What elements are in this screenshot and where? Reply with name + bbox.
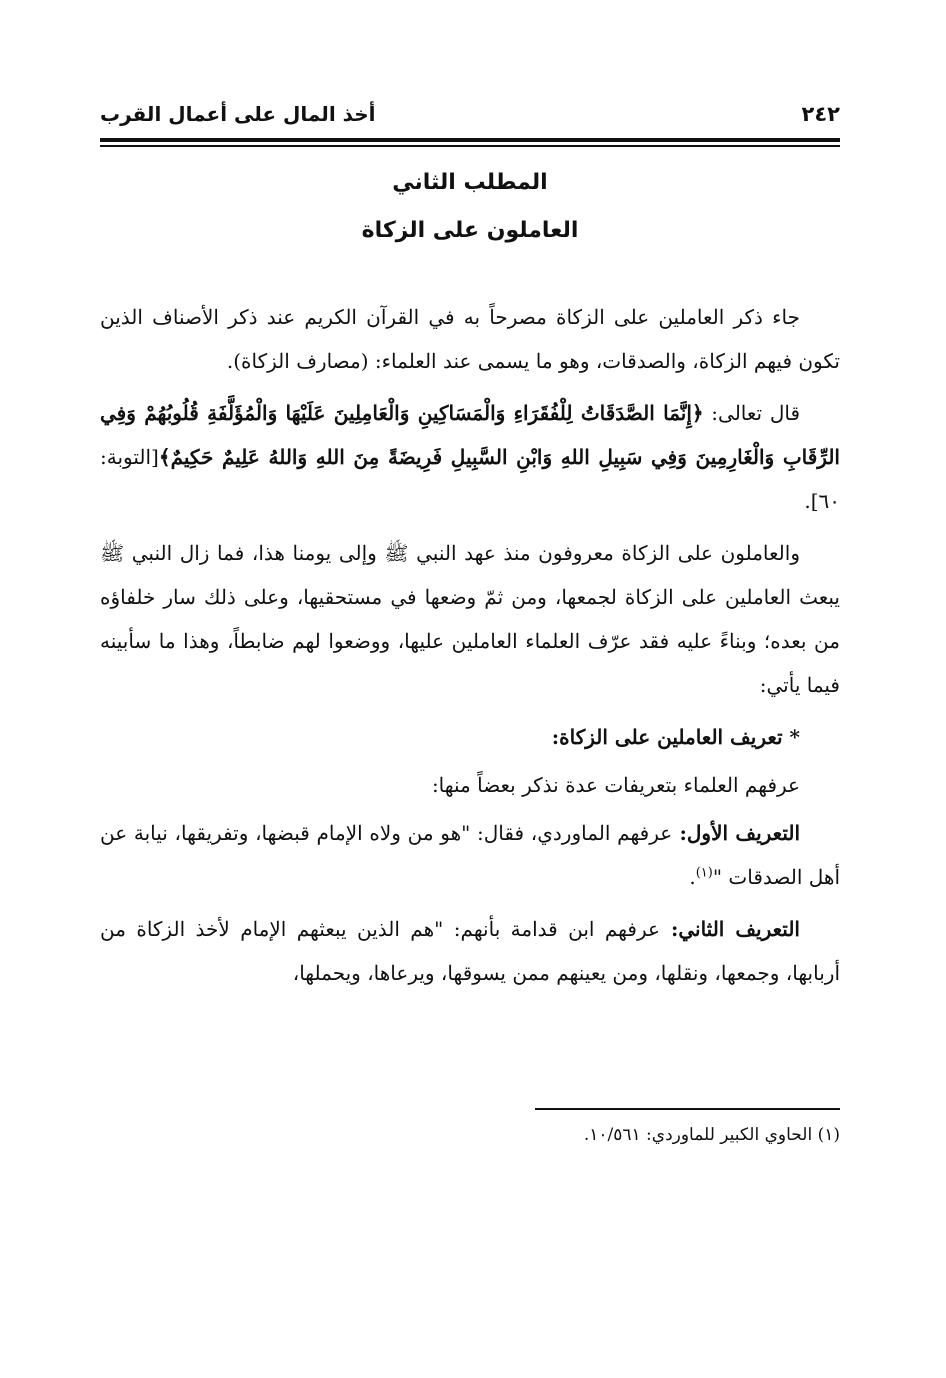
paragraph-definitions-intro: عرفهم العلماء بتعريفات عدة نذكر بعضاً منها:: [431, 773, 800, 797]
paragraph-verse: [100, 391, 840, 523]
paragraph-intro: جاء ذكر العاملين على الزكاة مصرحاً به في القرآن الكريم عند ذكر الأصناف الذين تكون فيهم الزكاة، والصدقات، وهو ما يسمى عند العلماء: (مصارف الزكاة).: [100, 305, 840, 373]
running-title: أخذ المال على أعمال القرب: [100, 102, 376, 126]
second-definition-label: التعريف الثاني:: [659, 917, 800, 941]
first-definition-end: .: [689, 865, 696, 889]
footnote: (١) الحاوي الكبير للماوردي: ١٠/٥٦١.: [583, 1125, 840, 1145]
footnote-marker[interactable]: (١): [695, 865, 713, 881]
paragraph-first-definition: [100, 811, 840, 899]
body-text: [100, 295, 840, 1003]
verse-open-bracket: ﴿: [691, 401, 704, 425]
verse-intro: قال تعالى:: [703, 401, 800, 425]
header-rule-thick: [100, 138, 840, 142]
definition-heading-text: تعريف العاملين على الزكاة:: [551, 725, 783, 749]
page-header: [100, 100, 840, 136]
first-definition-label: التعريف الأول:: [672, 821, 801, 845]
paragraph-second-definition: [100, 907, 840, 995]
header-rule-thin: [100, 145, 840, 147]
verse-reference: [التوبة: ٦٠].: [100, 445, 840, 513]
second-definition-text: عرفهم ابن قدامة بأنهم: "هم الذين يبعثهم الإمام لأخذ الزكاة من أربابها، وجمعها، ونقلها، ومن يعينهم ممن يسوقها، ويرعاها، ويحملها،: [100, 917, 840, 985]
verse-close-bracket: ﴾: [158, 445, 171, 469]
definition-heading: [100, 715, 840, 759]
section-heading: المطلب الثاني: [392, 170, 548, 195]
section-title: العاملون على الزكاة: [361, 218, 579, 243]
first-definition-text: عرفهم الماوردي، فقال: "هو من ولاه الإمام قبضها، وتفريقها، نيابة عن أهل الصدقات ": [100, 821, 840, 889]
quran-verse: إِنَّمَا الصَّدَقَاتُ لِلْفُقَرَاءِ وَالْمَسَاكِينِ وَالْعَامِلِينَ عَلَيْهَا وَالْمُؤَلَّفَةِ قُلُوبُهُمْ وَفِي الرِّقَابِ وَالْغَارِمِينَ وَفِي سَبِيلِ اللهِ وَابْنِ السَّبِيلِ فَرِيضَةً مِنَ اللهِ وَاللهُ عَلِيمٌ حَكِيمٌ: [100, 401, 840, 469]
footnote-rule: [535, 1108, 840, 1110]
star-bullet: *: [782, 725, 800, 749]
page-number: ٢٤٢: [801, 102, 840, 126]
paragraph-history: والعاملون على الزكاة معروفون منذ عهد النبي ﷺ وإلى يومنا هذا، فما زال النبي ﷺ يبعث العاملين على الزكاة لجمعها، ومن ثمّ وضعها في مستحقيها، وعلى ذلك سار خلفاؤه من بعده؛ وبناءً عليه فقد عرّف العلماء العاملين عليها، ووضعوا لهم ضابطاً، وهذا ما سأبينه فيما يأتي:: [100, 541, 840, 697]
